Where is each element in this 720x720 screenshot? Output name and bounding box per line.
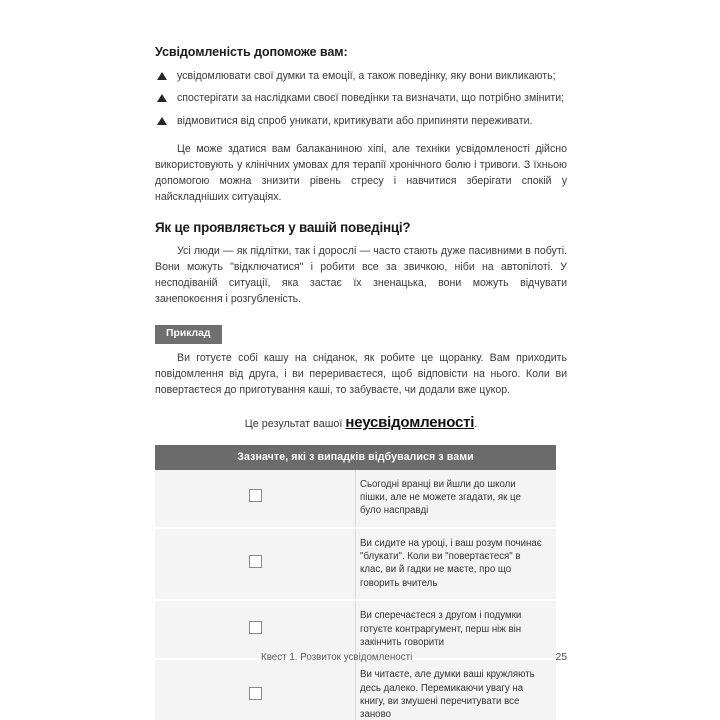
benefits-bullet-list: [155, 69, 567, 129]
table-row: [155, 659, 556, 720]
footer-chapter-title: Квест 1. Розвиток усвідомленості: [261, 652, 413, 663]
list-item-text: відмовитися від спроб уникати, критикувати або припиняти переживати.: [177, 114, 533, 127]
page-number: 25: [555, 652, 567, 663]
example-paragraph: Ви готуєте собі кашу на сніданок, як робите це щоранку. Вам приходить повідомлення від друга, і ви перериваєтеся, щоб відповісти на нього. Коли ви повертаєтеся до приготування каші, то забуваєте, чи додали вже цукор.: [155, 352, 567, 397]
checkbox-cell[interactable]: [155, 600, 356, 659]
section-two-heading: Як це проявляється у вашій поведінці?: [155, 219, 411, 235]
checkbox-icon[interactable]: [249, 621, 262, 634]
triangle-bullet-icon: [157, 94, 167, 102]
conclusion-prefix: Це результат вашої: [244, 418, 346, 431]
checkbox-icon[interactable]: [249, 687, 262, 700]
checklist-item-text: Сьогодні вранці ви йшли до школи пішки, але не можете згадати, як це було насправді: [356, 470, 557, 528]
checklist-header-label: Зазначте, які з випадків відбувалися з вами: [155, 445, 556, 470]
checkbox-cell[interactable]: [155, 470, 356, 528]
triangle-bullet-icon: [157, 117, 167, 125]
checkbox-cell[interactable]: [155, 659, 356, 720]
table-row: [155, 528, 556, 601]
checklist-header-row: [155, 445, 556, 470]
triangle-bullet-icon: [157, 72, 167, 80]
list-item: [155, 91, 567, 106]
checklist-item-text: Ви читаєте, але думки ваші кружляють десь далеко. Перемикаючи увагу на книгу, ви змушені перечитувати все заново: [356, 659, 557, 720]
example-tag-badge: Приклад: [155, 325, 222, 344]
table-row: [155, 470, 556, 528]
list-item: [155, 114, 567, 129]
page-footer: [155, 652, 567, 663]
section-one-paragraph: Це може здатися вам балаканиною хіпі, але техніки усвідомленості дійсно використовують у клінічних умовах для терапії хронічного болю і тривоги. З їхньою допомогою можна знизити рівень стресу і навчитися зберігати спокій у найскладніших ситуаціях.: [155, 143, 567, 203]
checklist-body: [155, 470, 556, 720]
checklist-item-text: Ви сидите на уроці, і ваш розум починає "блукати". Коли ви "повертаєтеся" в клас, ви й гадки не маєте, про що говорить вчитель: [356, 528, 557, 601]
checklist-head: [155, 445, 556, 470]
checkbox-cell[interactable]: [155, 528, 356, 601]
checklist-table: [155, 445, 556, 720]
checkbox-icon[interactable]: [249, 489, 262, 502]
checkbox-icon[interactable]: [249, 555, 262, 568]
section-one-heading: Усвідомленість допоможе вам:: [155, 45, 348, 59]
list-item-text: усвідомлювати свої думки та емоції, а також поведінку, яку вони викликають;: [177, 70, 556, 83]
page-content: [155, 45, 567, 720]
table-row: [155, 600, 556, 659]
section-two-paragraph: Усі люди — як підлітки, так і дорослі — часто стають дуже пасивними в побуті. Вони можуть "відключатися" і робити все за звичкою, ніби на автопілоті. У несподіваній ситуації, яка застає їх зненацька, вони можуть відчувати занепокоєння і розгубленість.: [155, 244, 567, 305]
conclusion-suffix: .: [474, 418, 478, 431]
conclusion-emphasis: неусвідомленості: [345, 414, 475, 432]
list-item: [155, 69, 567, 84]
conclusion-line: [155, 413, 567, 433]
checklist-item-text: Ви сперечаєтеся з другом і подумки готуєте контраргумент, перш ніж він закінчить говорити: [356, 600, 557, 659]
list-item-text: спостерігати за наслідками своєї поведінки та визначати, що потрібно змінити;: [177, 92, 565, 105]
